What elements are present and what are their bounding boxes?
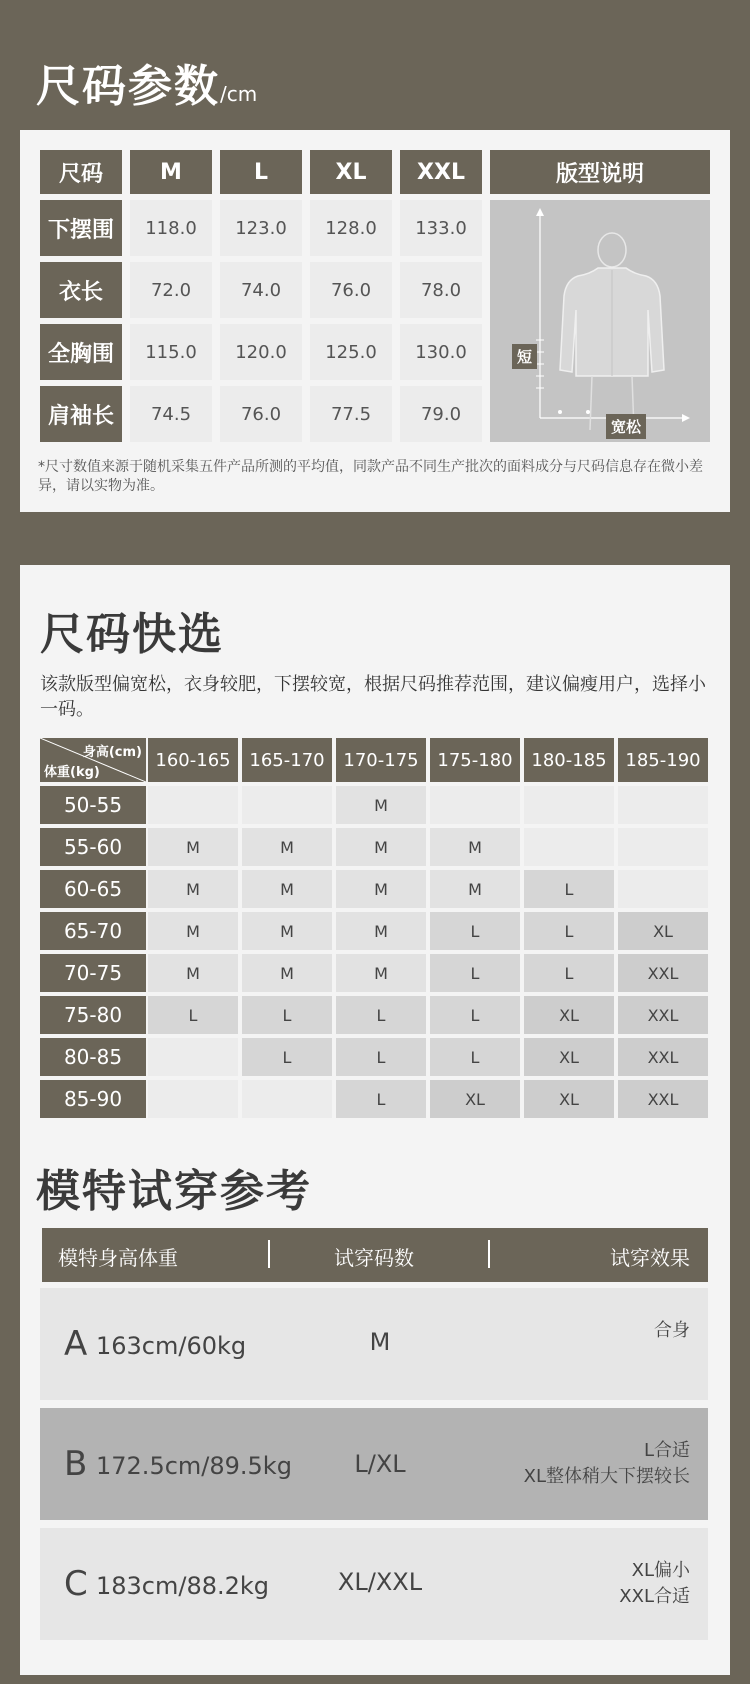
weight-label: 50-55 bbox=[40, 786, 146, 824]
grid-cell bbox=[524, 828, 614, 866]
grid-cell: M bbox=[336, 786, 426, 824]
size-params-card bbox=[20, 130, 730, 512]
model-try-effect bbox=[524, 1438, 690, 1490]
length-short-badge: 短 bbox=[512, 344, 537, 369]
model-try-size: XL/XXL bbox=[337, 1568, 423, 1596]
header-divider bbox=[488, 1240, 490, 1268]
grid-cell: XL bbox=[524, 1038, 614, 1076]
table-cell: 125.0 bbox=[310, 324, 392, 380]
grid-cell bbox=[524, 786, 614, 824]
corner-height-label: 身高(cm) bbox=[82, 745, 142, 760]
model-try-header bbox=[42, 1228, 708, 1282]
table-cell: 74.5 bbox=[130, 386, 212, 442]
table-cell: 123.0 bbox=[220, 200, 302, 256]
grid-cell: M bbox=[336, 870, 426, 908]
grid-cell: L bbox=[430, 912, 520, 950]
grid-cell: XXL bbox=[618, 1080, 708, 1118]
height-header: 185-190 bbox=[618, 738, 708, 782]
grid-cell: M bbox=[148, 870, 238, 908]
grid-cell: M bbox=[242, 954, 332, 992]
grid-cell: L bbox=[524, 870, 614, 908]
header-model-hw: 模特身高体重 bbox=[58, 1246, 178, 1270]
grid-cell: L bbox=[242, 1038, 332, 1076]
height-header: 175-180 bbox=[430, 738, 520, 782]
grid-cell: XXL bbox=[618, 954, 708, 992]
grid-cell bbox=[242, 1080, 332, 1118]
model-height-weight: 183cm/88.2kg bbox=[96, 1572, 270, 1600]
grid-cell: XL bbox=[524, 1080, 614, 1118]
quick-select-description: 该款版型偏宽松，衣身较肥，下摆较宽，根据尺码推荐范围，建议偏瘦用户，选择小一码。 bbox=[40, 674, 706, 720]
grid-cell: L bbox=[336, 1038, 426, 1076]
table-cell: 133.0 bbox=[400, 200, 482, 256]
model-try-title: 模特试穿参考 bbox=[36, 1166, 312, 1217]
grid-cell: L bbox=[336, 1080, 426, 1118]
size-params-title: 尺码参数/cm bbox=[36, 61, 258, 112]
row-label: 全胸围 bbox=[40, 324, 122, 380]
effect-line: XL整体稍大下摆较长 bbox=[523, 1466, 690, 1487]
grid-cell: M bbox=[242, 912, 332, 950]
quick-select-title: 尺码快选 bbox=[40, 609, 224, 660]
size-header-xl: XL bbox=[310, 150, 392, 194]
size-header-xxl: XXL bbox=[400, 150, 482, 194]
size-header-m: M bbox=[130, 150, 212, 194]
table-cell: 130.0 bbox=[400, 324, 482, 380]
grid-cell: M bbox=[148, 954, 238, 992]
header-try-effect: 试穿效果 bbox=[610, 1246, 690, 1270]
width-loose-badge: 宽松 bbox=[606, 414, 646, 439]
model-try-effect bbox=[654, 1318, 690, 1344]
grid-cell bbox=[618, 828, 708, 866]
effect-line: L合适 bbox=[643, 1440, 690, 1461]
size-corner-header: 尺码 bbox=[40, 150, 122, 194]
model-row-c bbox=[40, 1528, 708, 1640]
effect-line: XXL合适 bbox=[619, 1586, 690, 1607]
body-figure-illustration bbox=[490, 200, 710, 442]
weight-label: 70-75 bbox=[40, 954, 146, 992]
grid-cell: M bbox=[336, 954, 426, 992]
model-code: C bbox=[64, 1564, 88, 1604]
grid-cell: XL bbox=[430, 1080, 520, 1118]
model-try-size: L/XL bbox=[354, 1450, 406, 1478]
grid-cell: M bbox=[336, 828, 426, 866]
table-cell: 74.0 bbox=[220, 262, 302, 318]
table-cell: 128.0 bbox=[310, 200, 392, 256]
grid-cell: XL bbox=[524, 996, 614, 1034]
effect-line: 合身 bbox=[654, 1320, 690, 1341]
model-try-effect bbox=[619, 1558, 690, 1610]
height-header: 160-165 bbox=[148, 738, 238, 782]
height-header: 170-175 bbox=[336, 738, 426, 782]
table-cell: 76.0 bbox=[310, 262, 392, 318]
weight-label: 75-80 bbox=[40, 996, 146, 1034]
grid-cell: M bbox=[242, 828, 332, 866]
weight-label: 85-90 bbox=[40, 1080, 146, 1118]
weight-label: 80-85 bbox=[40, 1038, 146, 1076]
grid-cell bbox=[242, 786, 332, 824]
model-row-a bbox=[40, 1288, 708, 1400]
grid-cell: L bbox=[430, 1038, 520, 1076]
model-try-size: M bbox=[369, 1328, 391, 1356]
grid-cell: L bbox=[430, 996, 520, 1034]
grid-cell: L bbox=[242, 996, 332, 1034]
grid-cell bbox=[148, 1080, 238, 1118]
grid-cell: M bbox=[242, 870, 332, 908]
model-height-weight: 172.5cm/89.5kg bbox=[96, 1452, 292, 1480]
table-cell: 76.0 bbox=[220, 386, 302, 442]
row-label: 肩袖长 bbox=[40, 386, 122, 442]
corner-weight-label: 体重(kg) bbox=[44, 765, 100, 780]
row-label: 衣长 bbox=[40, 262, 122, 318]
grid-cell bbox=[618, 870, 708, 908]
model-code: A bbox=[64, 1324, 88, 1364]
table-cell: 77.5 bbox=[310, 386, 392, 442]
grid-cell: M bbox=[430, 870, 520, 908]
header-try-size: 试穿码数 bbox=[334, 1246, 414, 1270]
model-height-weight: 163cm/60kg bbox=[96, 1332, 247, 1360]
table-cell: 79.0 bbox=[400, 386, 482, 442]
grid-cell: M bbox=[430, 828, 520, 866]
effect-line: XL偏小 bbox=[631, 1560, 690, 1581]
grid-cell: XL bbox=[618, 912, 708, 950]
table-cell: 120.0 bbox=[220, 324, 302, 380]
grid-cell: XXL bbox=[618, 996, 708, 1034]
grid-cell bbox=[148, 1038, 238, 1076]
grid-cell: M bbox=[148, 912, 238, 950]
height-header: 165-170 bbox=[242, 738, 332, 782]
model-row-b bbox=[40, 1408, 708, 1520]
size-note: *尺寸数值来源于随机采集五件产品所测的平均值，同款产品不同生产批次的面料成分与尺码信息存在微小差异，请以实物为准。 bbox=[38, 459, 703, 494]
unit-label: /cm bbox=[220, 82, 258, 106]
table-cell: 118.0 bbox=[130, 200, 212, 256]
table-cell: 115.0 bbox=[130, 324, 212, 380]
grid-cell: XXL bbox=[618, 1038, 708, 1076]
weight-label: 60-65 bbox=[40, 870, 146, 908]
weight-label: 55-60 bbox=[40, 828, 146, 866]
model-code: B bbox=[64, 1444, 88, 1484]
fit-diagram bbox=[490, 200, 710, 442]
quick-select-corner bbox=[40, 738, 146, 782]
header-divider bbox=[268, 1240, 270, 1268]
table-cell: 72.0 bbox=[130, 262, 212, 318]
row-label: 下摆围 bbox=[40, 200, 122, 256]
height-header: 180-185 bbox=[524, 738, 614, 782]
fit-header: 版型说明 bbox=[490, 150, 710, 194]
table-cell: 78.0 bbox=[400, 262, 482, 318]
grid-cell: L bbox=[336, 996, 426, 1034]
grid-cell: L bbox=[524, 912, 614, 950]
grid-cell: M bbox=[336, 912, 426, 950]
grid-cell: M bbox=[148, 828, 238, 866]
grid-cell bbox=[148, 786, 238, 824]
grid-cell: L bbox=[430, 954, 520, 992]
weight-label: 65-70 bbox=[40, 912, 146, 950]
grid-cell bbox=[618, 786, 708, 824]
grid-cell bbox=[430, 786, 520, 824]
grid-cell: L bbox=[524, 954, 614, 992]
grid-cell: L bbox=[148, 996, 238, 1034]
size-header-l: L bbox=[220, 150, 302, 194]
